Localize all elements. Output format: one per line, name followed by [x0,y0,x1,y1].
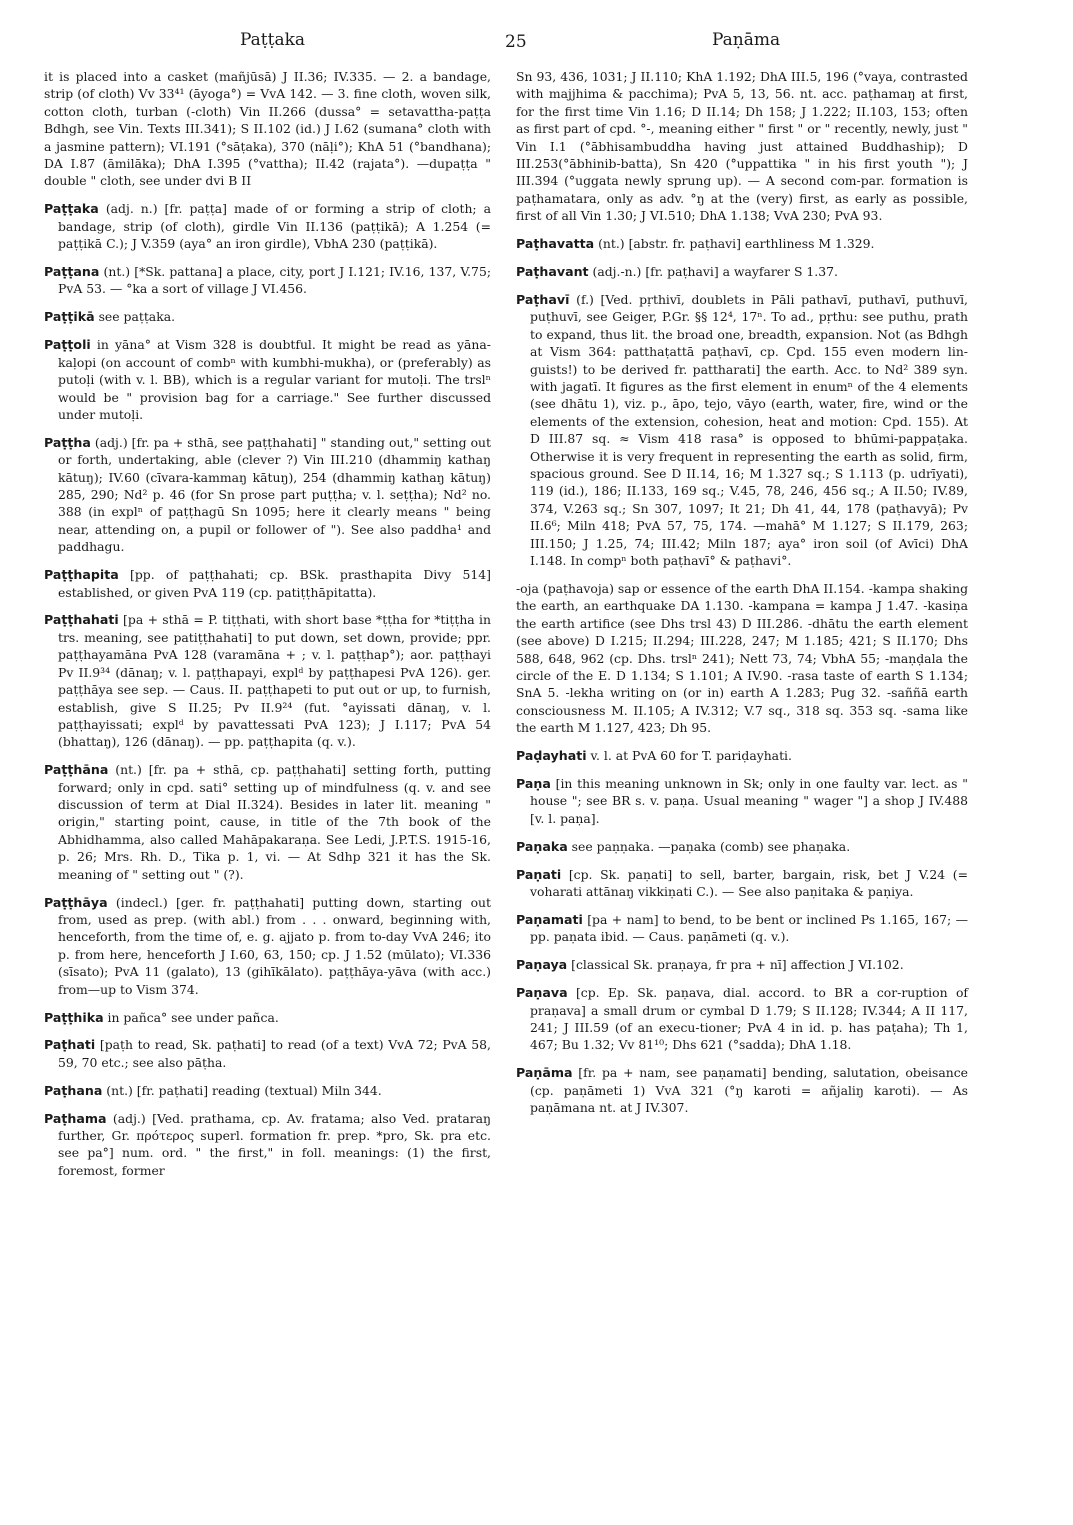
left-running-head: Paṭṭaka [240,30,306,50]
entry-text: (nt.) [abstr. fr. paṭhavi] earthliness M 1.329. [594,236,875,252]
dictionary-entry [516,68,968,225]
entry-headword: Paḍayhati [516,748,587,764]
dictionary-entry [516,263,968,280]
dictionary-entry [44,1082,491,1099]
dictionary-entry [44,761,491,883]
entry-text: -oja (paṭhavoja) sap or essence of the earth DhA II.154. -kampa shaking the earth, an earthquake DA 1.130. -kampana = kampa J 1.47. -kasiṇa the earth artifice (see Dhs trsl 43) D III.286. -dhātu the earth element (see above) D I.215; II.294; III.228, 247; M 1.185; 421; S II.170; Dhs 588, 648, 962 (cp. Dhs. trslⁿ 241); Nett 73, 74; VbhA 55; -maṇḍala the circle of the E. D 1.134; S 1.101; A IV.90. -rasa taste of earth S 1.134; SnA 5. -lekha writing on (or in) earth A 1.283; Pug 32. -saññā earth consciousness M. II.105; A IV.312; V.7 sq., 318 sq. 353 sq. -sama like the earth M 1.127, 423; Dh 95. [516,580,968,736]
entry-text: [pa + nam] to bend, to be bent or inclined Ps 1.165, 167; — pp. paṇata ibid. — Caus. paṇāmeti (q. v.). [530,911,968,945]
dictionary-entry [44,566,491,601]
entry-headword: Paṭhavī [516,291,570,307]
dictionary-entry [516,956,968,973]
dictionary-entry [44,894,491,998]
entry-text: (nt.) [fr. pa + sthā, cp. paṭṭhahati] setting forth, putting forward; only in cpd. sati° setting up of mindfulness (q. v. and see discussion of term at Dial II.324). Besides in later lit. meaning " origin," starting point, cause, in title of the 7th book of the Abhidhamma, also called Mahāpakaraṇa. See Ledi, J.P.T.S. 1915-16, p. 26; Mrs. Rh. D., Tika p. 1, vi. — At Sdhp 321 it has the Sk. meaning of " setting out " (?). [58,762,491,882]
right-column [516,68,968,1127]
dictionary-entry [44,68,491,190]
entry-text: [in this meaning unknown in Sk; only in one faulty var. lect. as " house "; see BR s. v. paṇa. Usual meaning " wager "] a shop J IV.488 [v. l. paṇa]. [530,776,968,826]
page-number: 25 [505,32,527,52]
entry-headword: Paṭhati [44,1037,96,1053]
left-column [44,68,491,1190]
dictionary-entry [516,838,968,855]
dictionary-entry [516,866,968,901]
dictionary-entry [44,200,491,252]
entry-text: [fr. pa + nam, see paṇamati] bending, salutation, obeisance (cp. paṇāmeti 1) VvA 321 (°ŋ karoti = añjaliŋ karoti). — As paṇāmana nt. at J IV.307. [530,1065,968,1116]
dictionary-entry [44,1036,491,1071]
entry-text: [pp. of paṭṭhahati; cp. BSk. prasthapita Divy 514] established, or given PvA 119 (cp. patiṭṭhāpitatta). [58,567,491,600]
dictionary-entry [44,336,491,423]
entry-text: [cp. Ep. Sk. paṇava, dial. accord. to BR a cor-ruption of praṇava] a small drum or cymbal D 1.79; S II.128; IV.344; A II 117, 241; J III.59 (of an execu-tioner; PvA 4 in id. p. has paṭaha); Th 1, 467; Bu 1.32; Vv 81¹⁰; Dhs 621 (°sadda); DhA 1.18. [530,985,968,1053]
entry-text: [classical Sk. praṇaya, fr pra + nī] affection J VI.102. [567,957,904,973]
dictionary-entry [516,747,968,764]
dictionary-entry [516,984,968,1054]
dictionary-entry [44,611,491,750]
dictionary-entry [44,1110,491,1180]
entry-text: it is placed into a casket (mañjūsā) J II.36; IV.335. — 2. a bandage, strip (of cloth) Vv 33⁴¹ (āyoga°) = VvA 142. — 3. fine cloth, woven silk, cotton cloth, turban (-cloth) Vin II.266 (dussa° = setavattha-paṭṭa Bdhgh, see Vin. Texts III.341); S II.102 (id.) J I.62 (sumana° cloth with a jasmine pattern); VI.191 (°sāṭaka), 370 (nāḷi°); KhA 51 (°bandhana); DA I.87 (āmilāka); DhA I.395 (°vattha); II.42 (rajata°). —dupaṭṭa " double " cloth, see under dvi B II [44,69,491,189]
entry-text: (adj.) [Ved. prathama, cp. Av. fratama; also Ved. prataraŋ further, Gr. πρότερος superl. formation fr. prep. *pro, Sk. pra etc. see pa°] num. ord. " the first," in foll. meanings: (1) the first, foremost, former [58,1110,491,1178]
entry-text: in yāna° at Vism 328 is doubtful. It might be read as yāna-kaḷopi (on account of combⁿ with kumbhi-mukha), or (preferably) as putoḷi (with v. l. BB), which is a regular variant for mutoḷi. The trslⁿ would be " provision bag for a carriage." See further discussed under mutoḷi. [58,337,491,422]
entry-headword: Paṇava [516,985,568,1001]
entry-text: [paṭh to read, Sk. paṭhati] to read (of a text) VvA 72; PvA 58, 59, 70 etc.; see also pāṭha. [58,1037,491,1070]
entry-headword: Paṇaka [516,838,568,854]
entry-text: [pa + sthā = P. tiṭṭhati, with short base *ṭṭha for *tiṭṭha in trs. meaning, see patiṭṭhahati] to put down, set down, provide; ppr. paṭṭhayamāna PvA 128 (varamāna + ; v. l. paṭṭhap°); aor. paṭṭhayi Pv II.9³⁴ (dānaŋ; v. l. paṭṭhapayi, explᵈ by paṭṭhapesi PvA 126). ger. paṭṭhāya see sep. — Caus. II. paṭṭhapeti to put out or up, to furnish, establish, give S II.25; Pv II.9²⁴ (fut. °ayissati dānaŋ, v. l. paṭṭhayissati; explᵈ by pavattessati PvA 123); J I.117; PvA 54 (bhattaŋ), 126 (dānaŋ). — pp. paṭṭhapita (q. v.). [58,612,491,750]
entry-headword: Paṭhavant [516,264,589,280]
dictionary-entry [516,911,968,946]
entry-text: (nt.) [fr. paṭhati] reading (textual) Miln 344. [102,1082,382,1098]
entry-headword: Paṭṭoli [44,337,91,353]
entry-headword: Paṭṭhahati [44,612,119,628]
entry-text: in pañca° see under pañca. [103,1009,279,1025]
entry-text: (nt.) [*Sk. pattana] a place, city, port J I.121; IV.16, 137, V.75; PvA 53. — °ka a sort of village J VI.456. [58,264,491,297]
entry-headword: Paṭṭhāya [44,894,108,910]
dictionary-entry [44,308,491,325]
page-header [0,30,1073,60]
entry-text: see paṇṇaka. —paṇaka (comb) see phaṇaka. [567,838,851,854]
entry-headword: Paṇati [516,866,562,882]
entry-text: (adj. n.) [fr. paṭṭa] made of or forming a strip of cloth; a bandage, strip (of cloth), girdle Vin II.136 (paṭṭikā); A 1.254 (= paṭṭikā C.); J V.359 (aya° an iron girdle), VbhA 230 (paṭṭikā). [58,201,491,252]
dictionary-entry [44,263,491,298]
dictionary-entry [516,775,968,827]
entry-text: Sn 93, 436, 1031; J II.110; KhA 1.192; DhA III.5, 196 (°vaya, contrasted with majjhima & pacchima); PvA 5, 13, 56. nt. acc. paṭhamaŋ at first, for the first time Vin 1.16; D II.14; Dh 158; J 1.222; II.103, 153; often as first part of cpd. °-, meaning either " first " or " recently, newly, just " Vin I.1 (°ābhisambuddha having just attained Buddhaship); D III.253(°ābhinib-batta), Sn 420 (°uppattika " in his first youth "); J III.394 (°uggata newly sprung up). — A second com-par. formation is paṭhamatara, only as adv. °ŋ at the (very) first, as early as possible, first of all Vin 1.30; J VI.510; DhA 1.138; VvA 230; PvA 93. [516,69,968,224]
entry-headword: Paṭhana [44,1082,103,1098]
entry-headword: Paṇaya [516,957,568,973]
entry-headword: Paṭṭhapita [44,567,119,583]
entry-headword: Paṭṭaka [44,201,99,217]
entry-headword: Paṭṭana [44,264,100,280]
dictionary-entry [44,434,491,556]
entry-headword: Paṭṭhika [44,1009,104,1025]
entry-text: (f.) [Ved. pṛthivī, doublets in Pāli pathavī, puthavī, puthuvī, puṭhuvī, see Geiger, P.Gr. §§ 12⁴, 17ⁿ. To ad., pṛthu: see puthu, prath to expand, thus lit. the broad one, breadth, expansion. Not (as Bdhgh at Vism 364: patthaṭattā paṭhavī, cp. Cpd. 155 even modern lin-guists!) to be derived fr. pattharati] the earth. Acc. to Nd² 389 syn. with jagatī. It figures as the first element in enumⁿ of the 4 elements (see dhātu 1), viz. p., āpo, tejo, vāyo (earth, water, fire, wind or the elements of the extension, cohesion, heat and motion: Cpd. 155). At D III.87 sq. ≈ Vism 418 rasa° is opposed to bhūmi-pappaṭaka. Otherwise it is very frequent in representing the earth as solid, firm, spacious ground. See D II.14, 16; M 1.327 sq.; S 1.113 (p. udrīyati), 119 (id.), 186; II.133, 169 sq.; V.45, 78, 246, 456 sq.; A II.50; IV.89, 374, V.263 sq.; Sn 307, 1097; It 21; Dh 41, 44, 178 (paṭhavyā); Pv II.6⁶; Miln 418; PvA 57, 75, 174. —mahā° M 1.127; S II.179, 263; III.150; J 1.25, 74; III.42; Miln 187; aya° iron soil (of Avīci) DhA I.148. In compⁿ both paṭhavī° & paṭhavi°. [530,291,968,569]
right-running-head: Paṇāma [712,30,781,50]
entry-headword: Paṭhama [44,1110,107,1126]
entry-headword: Paṇa [516,776,551,792]
dictionary-entry [44,1009,491,1026]
entry-headword: Paṭṭha [44,434,91,450]
entry-text: (adj.) [fr. pa + sthā, see paṭṭhahati] " standing out," setting out or forth, undertaking, able (clever ?) Vin III.210 (dhammiŋ kathaŋ kātuŋ); IV.60 (cīvara-kammaŋ kātuŋ), 254 (dhammiŋ kathaŋ kātuŋ) 285, 290; Nd² p. 46 (for Sn prose part puṭṭha; v. l. seṭṭha); Nd² no. 388 (in explⁿ of paṭṭhagū Sn 1095; here it clearly means " being near, attending on, a pupil or follower of "). See also paddha¹ and paddhagu. [58,434,491,555]
dictionary-entry [516,580,968,737]
entry-text: see paṭṭaka. [94,309,176,325]
entry-text: (indecl.) [ger. fr. paṭṭhahati] putting down, starting out from, used as prep. (with abl.) from . . . onward, beginning with, henceforth, from the time of, e. g. ajjato p. from to-day VvA 246; ito p. from here, henceforth J I.60, 63, 150; cp. J 1.52 (mūlato); VI.336 (sīsato); PvA 11 (galato), 13 (gihīkālato). paṭṭhāya-yāva (with acc.) from—up to Vism 374. [58,894,491,997]
entry-text: (adj.-n.) [fr. paṭhavi] a wayfarer S 1.37. [588,264,838,280]
dictionary-entry [516,291,968,570]
entry-text: v. l. at PvA 60 for T. pariḍayhati. [586,748,792,764]
entry-text: [cp. Sk. paṇati] to sell, barter, bargain, risk, bet J V.24 (= voharati attānaŋ vikkiṇati C.). — See also paṇitaka & paṇiya. [530,866,968,900]
entry-headword: Paṇāma [516,1065,573,1081]
entry-headword: Paṭṭikā [44,309,95,325]
entry-headword: Paṇamati [516,911,583,927]
entry-headword: Paṭṭhāna [44,762,109,778]
dictionary-entry [516,1064,968,1116]
entry-headword: Paṭhavatta [516,236,595,252]
dictionary-entry [516,235,968,252]
